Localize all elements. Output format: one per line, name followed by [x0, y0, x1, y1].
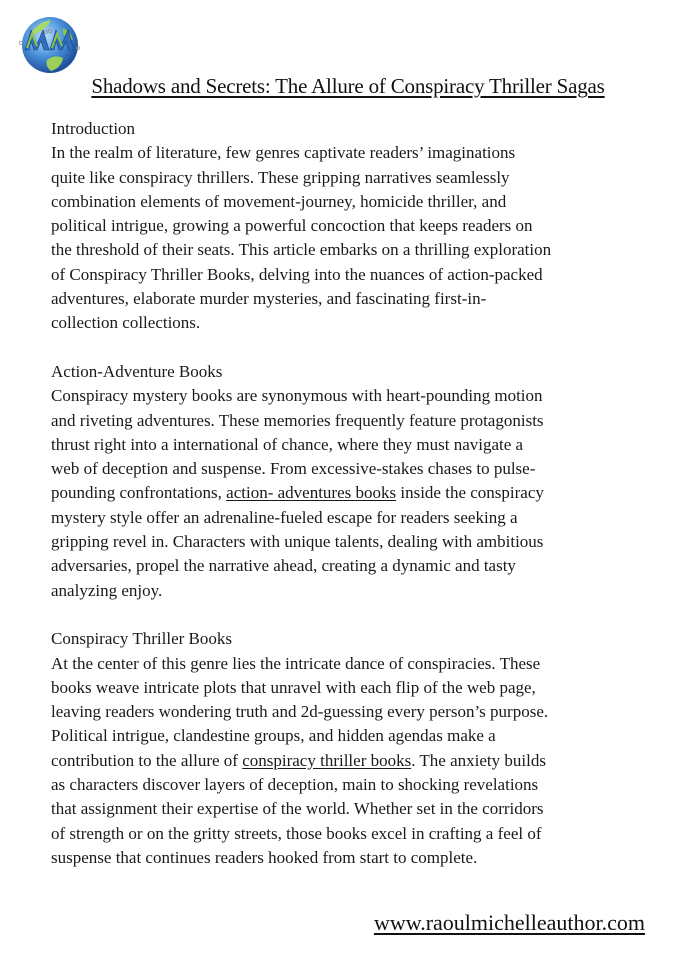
website-url-link[interactable]: www.raoulmichelleauthor.com — [373, 910, 645, 935]
text-line: gripping revel in. Characters with unique talents, dealing with ambitious — [51, 532, 544, 552]
section-heading: Conspiracy Thriller Books — [51, 629, 232, 649]
globe-logo-icon — [17, 14, 81, 76]
text-line: adventures, elaborate murder mysteries, and fascinating first-in- — [51, 289, 487, 309]
text-line: of strength or on the gritty streets, those books excel in crafting a feel of — [51, 823, 542, 843]
text-line: suspense that continues readers hooked from start to complete. — [51, 847, 478, 867]
text-line: that assignment their expertise of the world. Whether set in the corridors — [51, 799, 544, 819]
text-line: the threshold of their seats. This article embarks on a thrilling exploration — [51, 240, 552, 260]
text-line: leaving readers wondering truth and 2d-guessing every person’s purpose. — [51, 702, 549, 722]
section-heading: Introduction — [51, 119, 136, 138]
text-line: At the center of this genre lies the intricate dance of conspiracies. These — [51, 653, 541, 673]
text-line: thrust right into a international of chance, where they must navigate a — [51, 434, 524, 454]
text-line: adversaries, propel the narrative ahead, creating a dynamic and tasty — [51, 556, 516, 576]
text-before-link: pounding confrontations, — [51, 483, 227, 503]
text-line-with-link — [51, 481, 631, 505]
text-line: collection collections. — [51, 313, 201, 333]
text-before-link: contribution to the allure of — [51, 750, 243, 770]
text-line: web of deception and suspense. From excessive-stakes chases to pulse- — [51, 459, 536, 479]
page-title: Shadows and Secrets: The Allure of Conspiracy Thriller Sagas — [91, 74, 605, 98]
text-line: Political intrigue, clandestine groups, and hidden agendas make a — [51, 726, 496, 746]
section-paragraph — [51, 652, 631, 871]
section-paragraph — [51, 141, 631, 335]
text-line: of Conspiracy Thriller Books, delving into the nuances of action-packed — [51, 264, 543, 284]
text-line: Conspiracy mystery books are synonymous with heart-pounding motion — [51, 386, 543, 406]
text-line: quite like conspiracy thrillers. These gripping narratives seamlessly — [51, 167, 510, 187]
action-adventures-books-link[interactable]: action- adventures books — [226, 483, 397, 503]
text-line: as characters discover layers of deception, main to shocking revelations — [51, 775, 539, 795]
section-introduction — [51, 117, 631, 336]
text-line: and riveting adventures. These memories frequently feature protagonists — [51, 410, 544, 430]
section-paragraph — [51, 384, 631, 603]
text-line: books weave intricate plots that unravel with each flip of the web page, — [51, 677, 536, 697]
section-heading: Action-Adventure Books — [51, 361, 223, 381]
text-line: political intrigue, growing a powerful concoction that keeps readers on — [51, 216, 533, 236]
text-line: mystery style offer an adrenaline-fueled escape for readers seeking a — [51, 507, 518, 527]
text-line: In the realm of literature, few genres captivate readers’ imaginations — [51, 143, 516, 163]
text-line: combination elements of movement-journey, homicide thriller, and — [51, 191, 507, 211]
section-action-adventure — [51, 360, 631, 603]
article-body — [51, 117, 631, 895]
conspiracy-thriller-books-link[interactable]: conspiracy thriller books — [242, 750, 412, 770]
section-conspiracy-thriller — [51, 627, 631, 870]
text-line: analyzing enjoy. — [51, 580, 163, 600]
text-after-link: inside the conspiracy — [396, 483, 544, 503]
text-line-with-link — [51, 749, 631, 773]
text-after-link: . The anxiety builds — [411, 750, 546, 770]
